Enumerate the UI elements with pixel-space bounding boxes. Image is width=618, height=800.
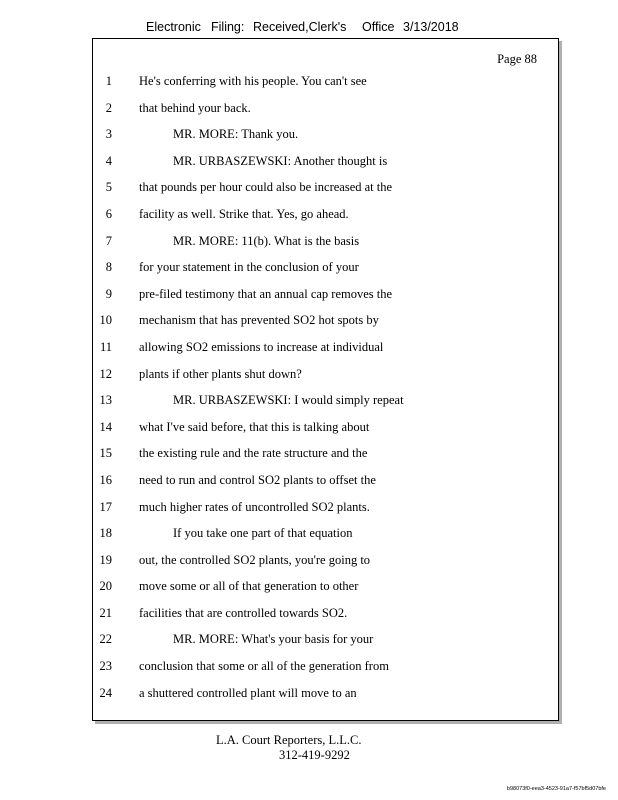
transcript-line — [93, 499, 558, 526]
transcript-line — [93, 366, 558, 393]
line-number: 17 — [99, 499, 112, 514]
filing-stamp-word-filing: Filing: — [211, 20, 245, 34]
filing-stamp-word-office: Office — [362, 20, 395, 34]
transcript-line — [93, 100, 558, 127]
line-number: 11 — [99, 339, 112, 354]
line-number: 14 — [99, 419, 112, 434]
filing-stamp-date: 3/13/2018 — [403, 20, 459, 34]
transcript-line — [93, 206, 558, 233]
line-number: 9 — [105, 286, 112, 301]
line-text: that pounds per hour could also be increased at the — [139, 180, 393, 195]
line-text: mechanism that has prevented SO2 hot spots by — [139, 313, 379, 328]
line-text: MR. MORE: What's your basis for your — [173, 632, 374, 647]
line-number: 1 — [105, 74, 112, 88]
line-number: 2 — [105, 100, 112, 115]
line-number: 18 — [99, 526, 112, 541]
line-text: He's conferring with his people. You can't see — [139, 74, 367, 88]
line-text: MR. URBASZEWSKI: Another thought is — [173, 153, 388, 168]
line-text: that behind your back. — [139, 100, 251, 115]
transcript-line — [93, 339, 558, 366]
transcript-line — [93, 631, 558, 658]
transcript-line — [93, 153, 558, 180]
transcript-line — [93, 286, 558, 313]
line-text: pre-filed testimony that an annual cap removes the — [139, 286, 393, 301]
line-number: 3 — [105, 127, 112, 142]
line-text: conclusion that some or all of the generation from — [139, 659, 389, 674]
page-number: Page 88 — [497, 52, 537, 66]
line-number: 8 — [105, 260, 112, 275]
transcript-line — [93, 685, 558, 712]
line-text: plants if other plants shut down? — [139, 366, 302, 381]
line-number: 16 — [99, 472, 112, 487]
transcript-line — [93, 605, 558, 632]
line-number: 24 — [99, 685, 112, 700]
transcript-page — [92, 38, 559, 721]
line-number: 4 — [105, 153, 112, 168]
transcript-line — [93, 126, 558, 153]
line-text: the existing rule and the rate structure and the — [139, 446, 368, 461]
line-text: move some or all of that generation to other — [139, 579, 359, 594]
transcript-lines — [93, 73, 558, 711]
line-number: 13 — [99, 393, 112, 408]
line-text: MR. MORE: Thank you. — [173, 127, 299, 142]
filing-stamp-word-received: Received,Clerk's — [253, 20, 347, 34]
transcript-line — [93, 525, 558, 552]
line-number: 10 — [99, 313, 112, 328]
transcript-line — [93, 259, 558, 286]
transcript-line — [93, 578, 558, 605]
line-number: 12 — [99, 366, 112, 381]
line-text: need to run and control SO2 plants to offset the — [139, 472, 376, 487]
transcript-line — [93, 472, 558, 499]
transcript-line — [93, 392, 558, 419]
line-text: MR. MORE: 11(b). What is the basis — [173, 233, 360, 248]
line-text: facilities that are controlled towards SO2. — [139, 605, 348, 620]
line-text: out, the controlled SO2 plants, you're going to — [139, 552, 371, 567]
transcript-line — [93, 233, 558, 260]
transcript-line — [93, 552, 558, 579]
transcript-line — [93, 312, 558, 339]
line-number: 6 — [105, 206, 112, 221]
transcript-line — [93, 419, 558, 446]
line-text: If you take one part of that equation — [173, 526, 353, 541]
transcript-line — [93, 73, 558, 100]
line-text: for your statement in the conclusion of your — [139, 260, 359, 275]
line-number: 22 — [99, 632, 112, 647]
line-number: 20 — [99, 579, 112, 594]
document-id: b98073f0-eea3-4523-91a7-f57bf5d07bfe — [506, 786, 606, 792]
line-text: a shuttered controlled plant will move to an — [139, 685, 357, 700]
transcript-line — [93, 445, 558, 472]
line-number: 21 — [99, 605, 112, 620]
line-number: 19 — [99, 552, 112, 567]
transcript-line — [93, 179, 558, 206]
line-number: 7 — [105, 233, 112, 248]
line-text: MR. URBASZEWSKI: I would simply repeat — [173, 393, 404, 408]
line-text: what I've said before, that this is talking about — [139, 419, 370, 434]
line-number: 5 — [105, 180, 112, 195]
line-text: much higher rates of uncontrolled SO2 plants. — [139, 499, 370, 514]
filing-stamp-word-electronic: Electronic — [146, 20, 201, 34]
court-reporter-phone: 312-419-9292 — [279, 748, 350, 762]
line-number: 23 — [99, 659, 112, 674]
line-number: 15 — [99, 446, 112, 461]
line-text: allowing SO2 emissions to increase at individual — [139, 339, 384, 354]
line-text: facility as well. Strike that. Yes, go ahead. — [139, 206, 349, 221]
court-reporter-name: L.A. Court Reporters, L.L.C. — [216, 733, 362, 747]
transcript-line — [93, 658, 558, 685]
